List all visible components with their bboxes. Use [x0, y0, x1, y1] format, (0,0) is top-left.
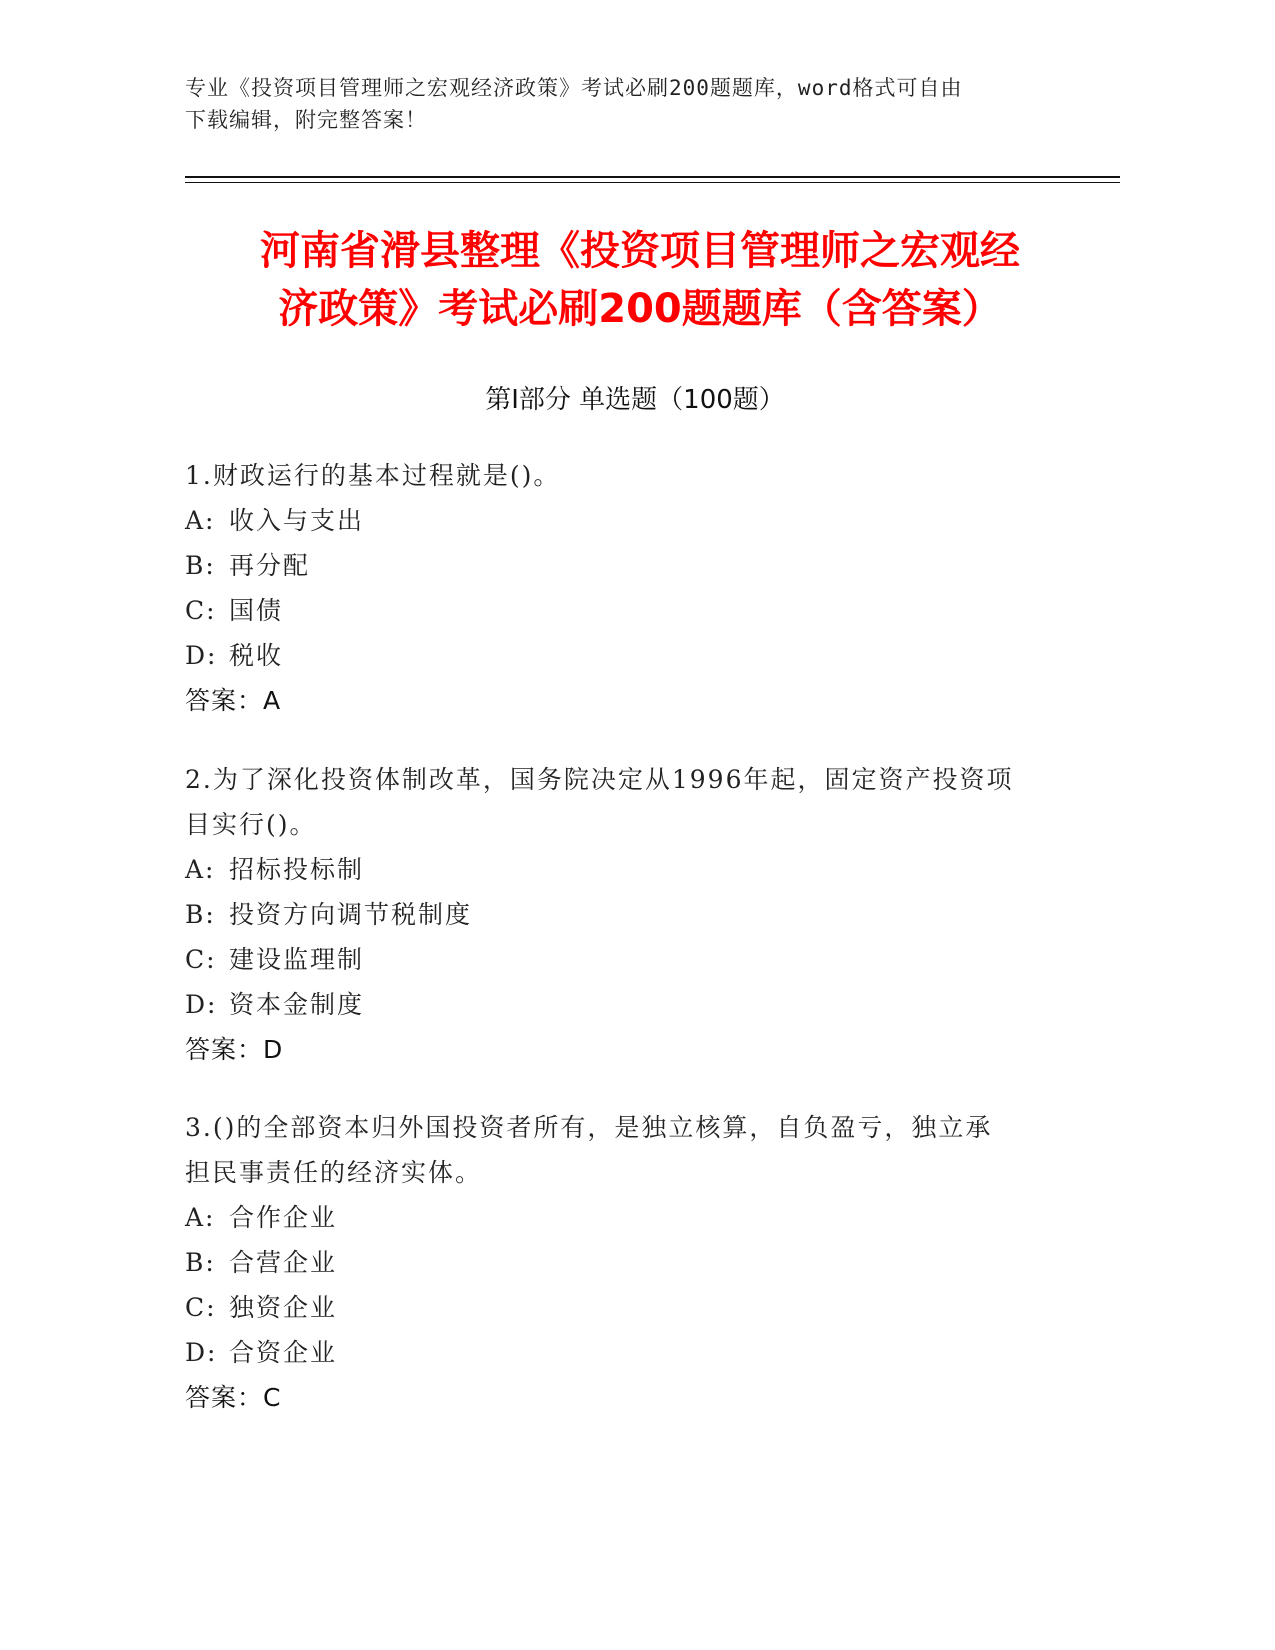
option-letter: A:	[185, 855, 216, 884]
option-d	[185, 1330, 1065, 1375]
question-stem: 3.()的全部资本归外国投资者所有，是独立核算，自负盈亏，独立承	[185, 1113, 993, 1142]
answer-line: 答案：A	[185, 686, 282, 715]
option-text: 合资企业	[229, 1338, 338, 1367]
option-letter: B:	[185, 551, 216, 580]
question-stem: 担民事责任的经济实体。	[185, 1158, 483, 1187]
document-title	[190, 222, 1090, 338]
option-text: 再分配	[229, 551, 311, 580]
option-letter: C:	[185, 1293, 217, 1322]
option-c	[185, 1285, 1065, 1330]
option-text: 招标投标制	[229, 855, 365, 884]
option-letter: C:	[185, 945, 217, 974]
option-text: 资本金制度	[229, 990, 365, 1019]
option-letter: D:	[185, 641, 218, 670]
option-letter: D:	[185, 1338, 218, 1367]
option-a	[185, 847, 1065, 892]
option-b	[185, 1240, 1065, 1285]
header-note-line: 专业《投资项目管理师之宏观经济政策》考试必刷200题题库，word格式可自由	[185, 76, 963, 100]
option-text: 独资企业	[229, 1293, 338, 1322]
option-b	[185, 892, 1065, 937]
option-text: 建设监理制	[229, 945, 365, 974]
option-letter: A:	[185, 1203, 216, 1232]
option-text: 投资方向调节税制度	[229, 900, 473, 929]
option-letter: D:	[185, 990, 218, 1019]
option-a	[185, 498, 1065, 543]
header-note-line: 下载编辑，附完整答案！	[185, 108, 427, 132]
question-stem: 目实行()。	[185, 810, 317, 839]
option-text: 合作企业	[229, 1203, 338, 1232]
header-divider-thick	[185, 176, 1120, 178]
header-note	[185, 72, 1085, 136]
document-title-line: 河南省滑县整理《投资项目管理师之宏观经	[260, 228, 1020, 274]
option-c	[185, 937, 1065, 982]
question-stem: 1.财政运行的基本过程就是()。	[185, 461, 561, 490]
option-text: 国债	[229, 596, 284, 625]
option-c	[185, 588, 1065, 633]
question-block	[185, 1105, 1065, 1420]
document-title-line: 济政策》考试必刷200题题库（含答案）	[278, 286, 1002, 332]
question-block	[185, 453, 1065, 723]
option-a	[185, 1195, 1065, 1240]
option-letter: B:	[185, 900, 216, 929]
option-letter: C:	[185, 596, 217, 625]
question-block	[185, 757, 1065, 1072]
option-letter: A:	[185, 506, 216, 535]
question-stem: 2.为了深化投资体制改革，国务院决定从1996年起，固定资产投资项	[185, 765, 1014, 794]
answer-line: 答案：C	[185, 1383, 282, 1412]
option-letter: B:	[185, 1248, 216, 1277]
section-title: 第Ⅰ部分 单选题（100题）	[485, 385, 785, 415]
option-text: 收入与支出	[229, 506, 365, 535]
answer-line: 答案：D	[185, 1035, 284, 1064]
header-divider-thin	[185, 182, 1120, 183]
option-d	[185, 633, 1065, 678]
option-d	[185, 982, 1065, 1027]
option-text: 合营企业	[229, 1248, 338, 1277]
option-b	[185, 543, 1065, 588]
option-text: 税收	[229, 641, 284, 670]
